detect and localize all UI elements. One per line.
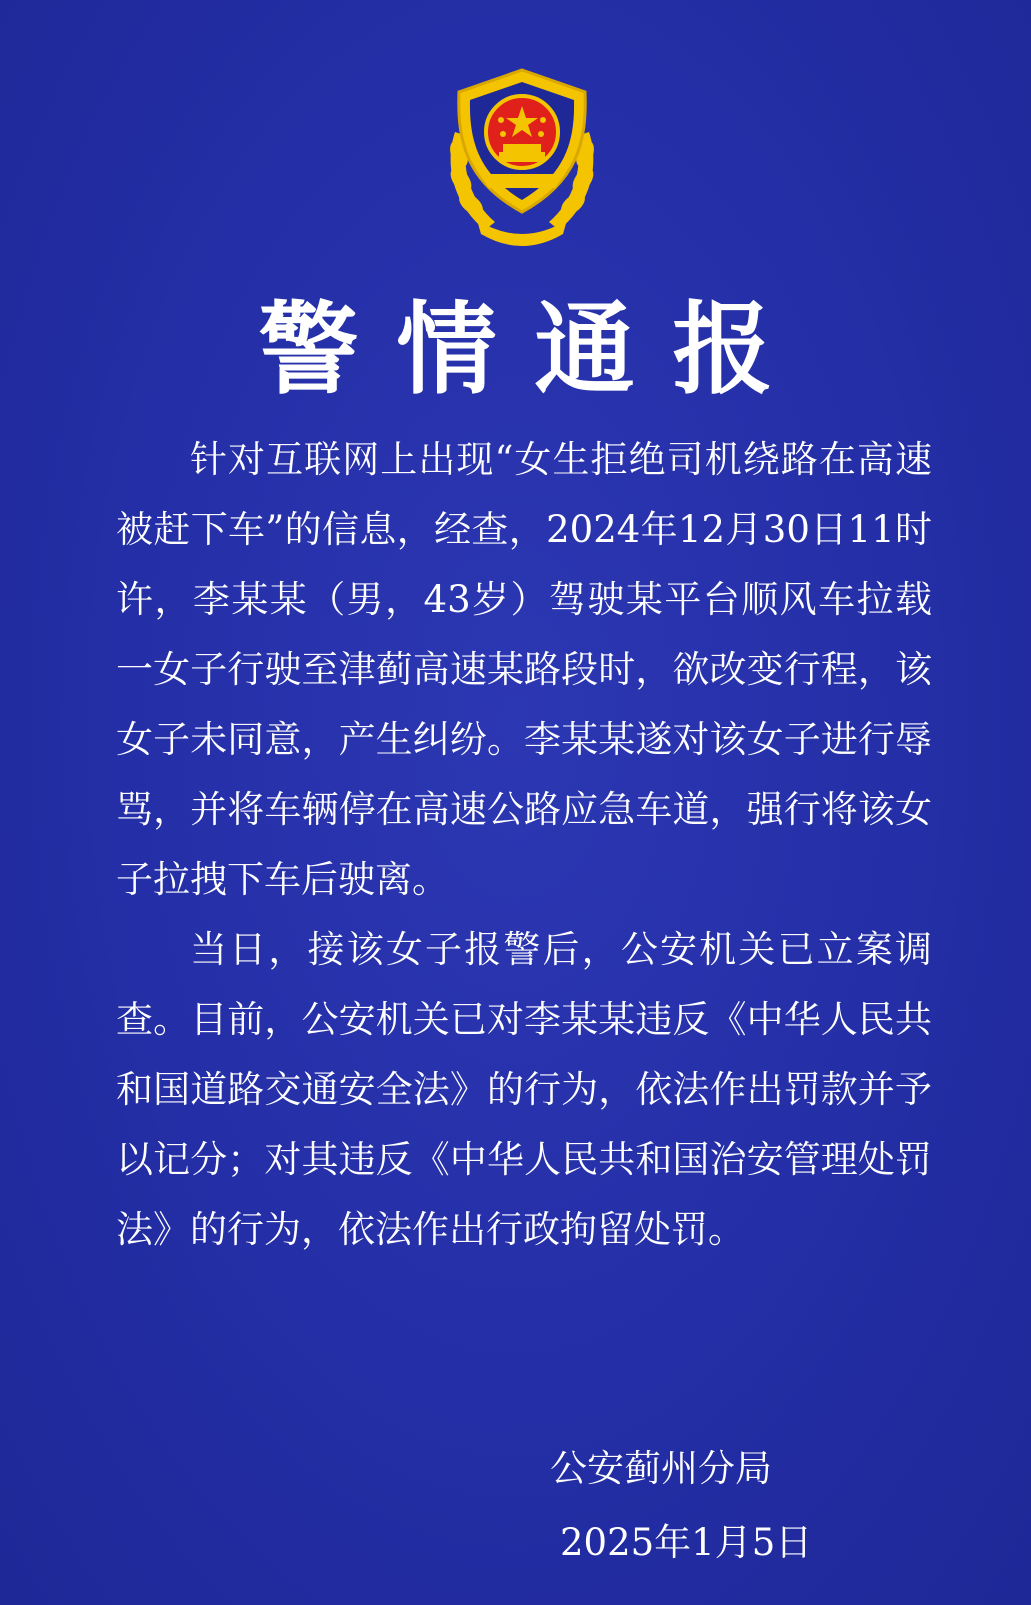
page-title: 警情通报 <box>258 291 811 408</box>
signature-organization: 公安蓟州分局 <box>550 1447 772 1490</box>
paragraph-1: 针对互联网上出现“女生拒绝司机绕路在高速被赶下车”的信息，经查，2024年12月30日11时许，李某某（男，43岁）驾驶某平台顺风车拉载一女子行驶至津蓟高速某路段时，欲改变行程，该女子未同意，产生纠纷。李某某遂对该女子进行辱骂，并将车辆停在高速公路应急车道，强行将该女子拉拽下车后驶离。 <box>116 438 932 901</box>
notice-body <box>116 425 932 1265</box>
signature-date: 2025年1月5日 <box>560 1521 813 1564</box>
police-emblem-icon <box>437 62 607 250</box>
paragraph-2: 当日，接该女子报警后，公安机关已立案调查。目前，公安机关已对李某某违反《中华人民共和国道路交通安全法》的行为，依法作出罚款并予以记分；对其违反《中华人民共和国治安管理处罚法》的行为，依法作出行政拘留处罚。 <box>116 928 932 1251</box>
